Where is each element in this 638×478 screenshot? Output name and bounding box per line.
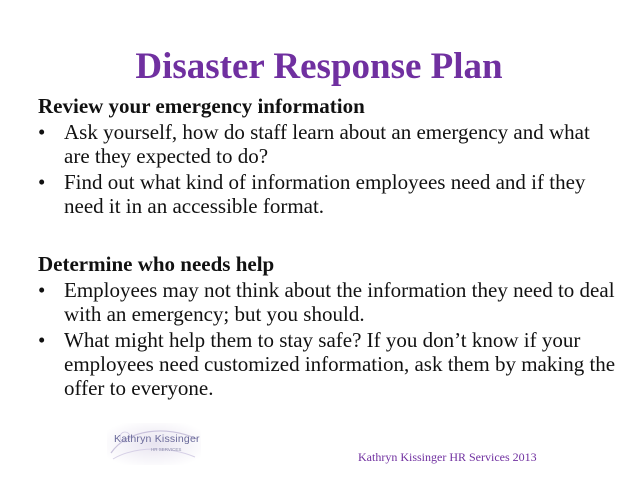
section-heading: Determine who needs help [38,252,275,276]
slide-title: Disaster Response Plan [135,46,503,87]
footer-text: Kathryn Kissinger HR Services 2013 [358,450,537,464]
bullet-item [38,170,618,218]
logo-name: Kathryn Kissinger [114,433,200,445]
bullet-item [38,278,618,326]
bullet-list [38,278,618,400]
bullet-item [38,120,618,168]
bullet-text: Employees may not think about the information they need to deal with an emergency; but you should. [64,278,615,326]
section-spacer [38,220,618,252]
bullet-item [38,328,618,400]
bullet-text: What might help them to stay safe? If you don’t know if your employees need customized information, ask them by making the offer to everyone. [64,328,616,400]
company-logo [107,423,201,465]
bullet-text: Find out what kind of information employees need and if they need it in an accessible format. [64,170,586,218]
slide-content [38,94,618,402]
bullet-icon: • [38,328,46,352]
logo-subtitle: HR SERVICES [151,447,182,452]
bullet-list [38,120,618,218]
bullet-icon: • [38,120,46,144]
bullet-icon: • [38,278,46,302]
bullet-icon: • [38,170,46,194]
section-heading: Review your emergency information [38,94,365,118]
bullet-text: Ask yourself, how do staff learn about an emergency and what are they expected to do? [64,120,590,168]
